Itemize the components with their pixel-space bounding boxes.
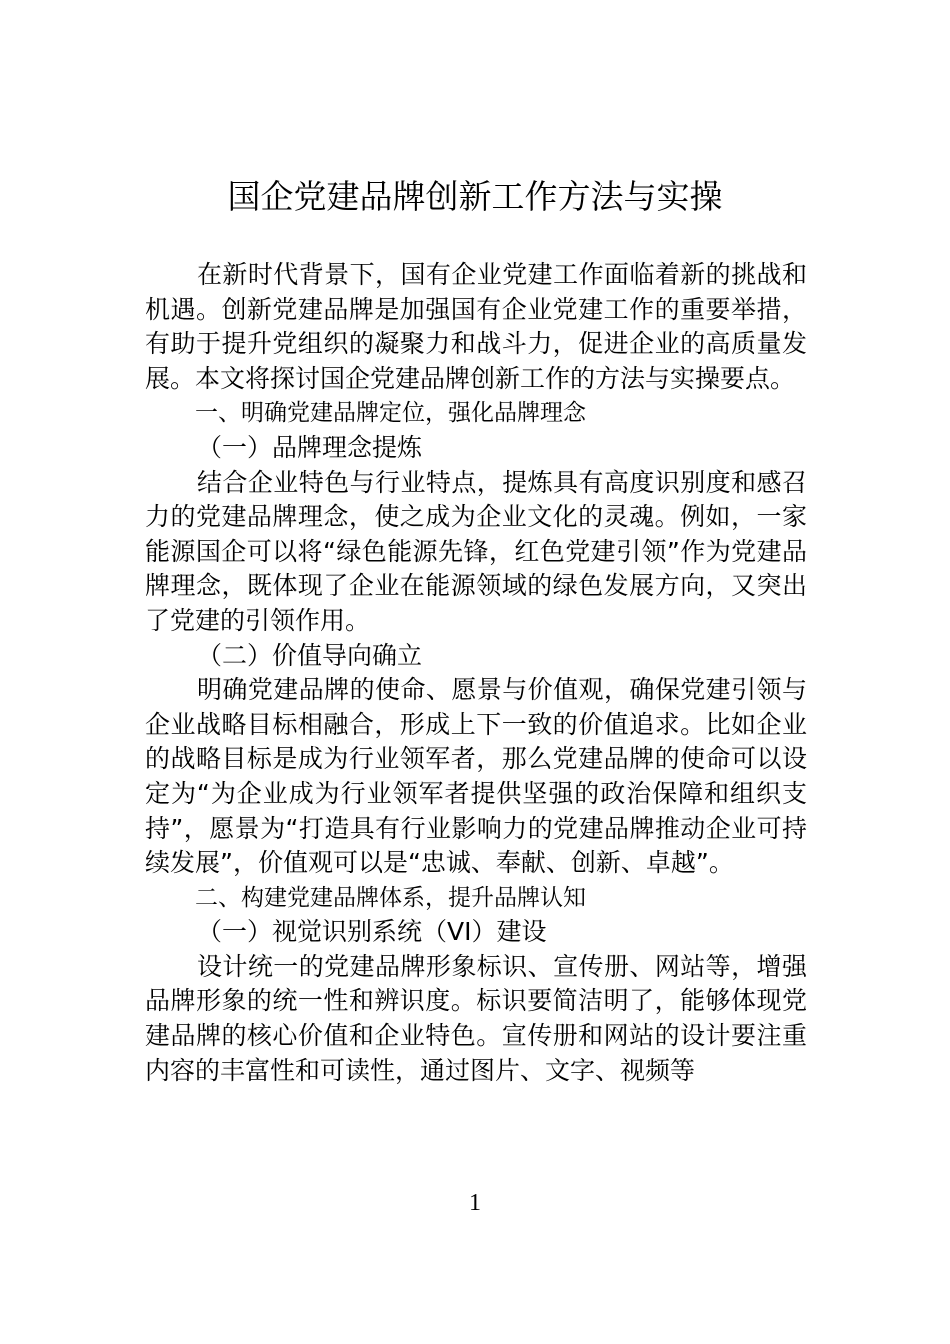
page-number: 1 xyxy=(469,1190,481,1216)
body-paragraph-2-1: 设计统一的党建品牌形象标识、宣传册、网站等，增强品牌形象的统一性和辨识度。标识要简洁明了，能够体现党建品牌的核心价值和企业特色。宣传册和网站的设计要注重内容的丰富性和可读性，通过图片、文字、视频等 xyxy=(145,951,807,1085)
section-heading-2: 二、构建党建品牌体系，提升品牌认知 xyxy=(195,884,586,911)
subsection-heading-1-1: （一）品牌理念提炼 xyxy=(197,432,423,462)
document-title: 国企党建品牌创新工作方法与实操 xyxy=(227,177,723,216)
body-paragraph-1-1: 结合企业特色与行业特点，提炼具有高度识别度和感召力的党建品牌理念，使之成为企业文化的灵魂。例如，一家能源国企可以将“绿色能源先锋，红色党建引领”作为党建品牌理念，既体现了企业在能源领域的绿色发展方向，又突出了党建的引领作用。 xyxy=(145,467,807,635)
intro-paragraph: 在新时代背景下，国有企业党建工作面临着新的挑战和机遇。创新党建品牌是加强国有企业党建工作的重要举措，有助于提升党组织的凝聚力和战斗力，促进企业的高质量发展。本文将探讨国企党建品牌创新工作的方法与实操要点。 xyxy=(145,260,807,393)
body-paragraph-1-2: 明确党建品牌的使命、愿景与价值观，确保党建引领与企业战略目标相融合，形成上下一致的价值追求。比如企业的战略目标是成为行业领军者，那么党建品牌的使命可以设定为“为企业成为行业领军者提供坚强的政治保障和组织支持”，愿景为“打造具有行业影响力的党建品牌推动企业可持续发展”，价值观可以是“忠诚、奉献、创新、卓越”。 xyxy=(145,675,807,878)
section-heading-1: 一、明确党建品牌定位，强化品牌理念 xyxy=(195,400,586,427)
subsection-heading-1-2: （二）价值导向确立 xyxy=(197,640,423,670)
subsection-heading-2-1: （一）视觉识别系统（VI）建设 xyxy=(197,917,547,947)
document-body xyxy=(145,258,807,1088)
